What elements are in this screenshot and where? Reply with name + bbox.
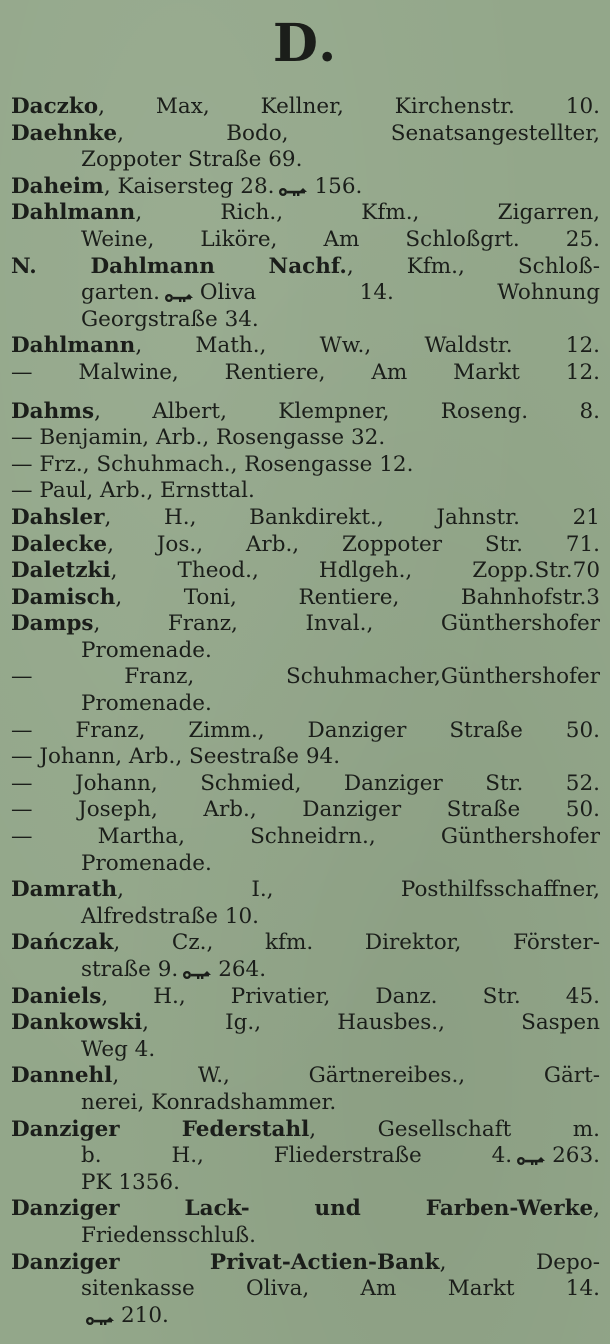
telephone-key-icon	[278, 179, 308, 191]
directory-entry	[11, 94, 600, 121]
entry-line	[11, 771, 600, 798]
entry-text: , Theod., Hdlgeh., Zopp.Str.70	[110, 558, 600, 584]
entry-text: — Franz, Schuhmacher,Günthershofer	[11, 664, 600, 690]
entry-text: Georgstraße 34.	[81, 306, 259, 332]
telephone-key-icon	[85, 1308, 115, 1320]
entry-line	[11, 877, 600, 904]
directory-entry	[11, 174, 600, 201]
directory-entry	[11, 1010, 600, 1063]
entry-text: — Johann, Arb., Seestraße 94.	[11, 744, 341, 770]
directory-entry	[11, 930, 600, 983]
entry-line	[11, 1117, 600, 1144]
entry-line	[11, 984, 600, 1011]
entry-line	[11, 797, 600, 824]
entry-line	[11, 1063, 600, 1090]
directory-entry	[11, 532, 600, 559]
directory-entry	[11, 877, 600, 930]
entry-text: , Albert, Klempner, Roseng. 8.	[94, 398, 600, 424]
entry-name: N. Dahlmann Nachf.	[11, 253, 347, 279]
entry-text: , Jos., Arb., Zoppoter Str. 71.	[107, 531, 600, 557]
entry-text: , Rich., Kfm., Zigarren,	[135, 200, 600, 226]
phone-number: Oliva 14. Wohnung	[199, 280, 600, 306]
entry-name: Dahms	[11, 398, 95, 424]
entry-line	[11, 227, 600, 254]
entry-name: Dahlmann	[11, 200, 136, 226]
entry-text: — Frz., Schuhmach., Rosengasse 12.	[11, 451, 414, 477]
entry-line	[11, 174, 600, 201]
entry-name: Danziger Lack- und Farben-Werke	[11, 1196, 594, 1222]
directory-entry	[11, 333, 600, 386]
entry-line	[11, 1276, 600, 1303]
entry-text: , Cz., kfm. Direktor, Förster-	[113, 930, 600, 956]
entry-line	[11, 1143, 600, 1170]
phone-number: 156.	[314, 173, 363, 199]
entry-line	[11, 1090, 600, 1117]
entry-text: — Paul, Arb., Ernsttal.	[11, 478, 255, 504]
entry-line	[11, 558, 600, 585]
entry-name: Dańczak	[11, 930, 114, 956]
entry-text: — Malwine, Rentiere, Am Markt 12.	[11, 359, 600, 385]
entry-name: Dahlmann	[11, 333, 136, 359]
entry-line	[11, 1196, 600, 1223]
phone-number: 263.	[552, 1143, 600, 1169]
entry-line	[11, 147, 600, 174]
entry-text: b. H., Fliederstraße 4.	[81, 1143, 513, 1169]
telephone-key-icon	[164, 285, 194, 297]
telephone-key-icon	[182, 962, 212, 974]
entry-line	[11, 399, 600, 426]
entry-line	[11, 360, 600, 387]
directory-entry	[11, 254, 600, 334]
entry-line	[11, 824, 600, 851]
entry-text: , H., Privatier, Danz. Str. 45.	[101, 983, 600, 1009]
section-letter-heading: D.	[272, 13, 339, 74]
entry-text: Friedensschluß.	[81, 1222, 257, 1248]
entry-text: — Joseph, Arb., Danziger Straße 50.	[11, 797, 600, 823]
entry-text: nerei, Konradshammer.	[81, 1089, 337, 1115]
entry-text: garten.	[81, 280, 160, 306]
entry-line	[11, 1223, 600, 1250]
directory-entry	[11, 121, 600, 174]
entry-line	[11, 1010, 600, 1037]
entry-text: , Math., Ww., Waldstr. 12.	[135, 333, 600, 359]
entry-line	[11, 94, 600, 121]
entry-line	[11, 1037, 600, 1064]
directory-entries	[11, 94, 600, 1329]
phone-number: 210.	[121, 1302, 169, 1328]
entry-text: PK 1356.	[81, 1169, 180, 1195]
entry-line	[11, 200, 600, 227]
entry-line	[11, 718, 600, 745]
entry-text: , Max, Kellner, Kirchenstr. 10.	[98, 94, 600, 119]
entry-text: , I., Posthilfsschaffner,	[117, 877, 600, 903]
entry-name: Daletzki	[11, 558, 111, 584]
directory-entry	[11, 505, 600, 532]
entry-text: Promenade.	[81, 691, 212, 717]
entry-text: Promenade.	[81, 850, 212, 876]
entry-text: , Kfm., Schloß-	[346, 253, 600, 279]
entry-text: ,	[593, 1196, 600, 1222]
directory-entry	[11, 558, 600, 585]
directory-entry	[11, 718, 600, 878]
entry-text: , Toni, Rentiere, Bahnhofstr.3	[115, 584, 600, 610]
entry-text: Weine, Liköre, Am Schloßgrt. 25.	[81, 226, 600, 252]
entry-name: Dankowski	[11, 1010, 143, 1036]
entry-text: , Depo-	[439, 1249, 600, 1275]
phone-number: 264.	[218, 957, 267, 982]
entry-name: Damps	[11, 611, 94, 637]
entry-name: Dannehl	[11, 1063, 113, 1089]
entry-name: Daniels	[11, 983, 102, 1009]
directory-entry	[11, 399, 600, 505]
entry-text: , Franz, Inval., Günthershofer	[93, 611, 600, 637]
entry-text: , W., Gärtnereibes., Gärt-	[112, 1063, 600, 1089]
entry-line	[11, 254, 600, 281]
directory-entry	[11, 1196, 600, 1249]
entry-name: Daczko	[11, 94, 99, 119]
entry-line	[11, 664, 600, 691]
entry-name: Daehnke	[11, 120, 118, 146]
entry-line	[11, 585, 600, 612]
entry-text: , Kaisersteg 28.	[103, 173, 275, 199]
directory-entry	[11, 984, 600, 1011]
entry-line	[11, 307, 600, 334]
entry-text: — Johann, Schmied, Danziger Str. 52.	[11, 770, 600, 796]
entry-line	[11, 505, 600, 532]
entry-text: sitenkasse Oliva, Am Markt 14.	[81, 1276, 600, 1302]
entry-line	[11, 425, 600, 452]
entry-text: — Martha, Schneidrn., Günthershofer	[11, 824, 600, 850]
entry-text: — Benjamin, Arb., Rosengasse 32.	[11, 425, 386, 451]
entry-name: Daheim	[11, 173, 104, 199]
entry-line	[11, 611, 600, 638]
entry-line	[11, 851, 600, 878]
directory-entry	[11, 611, 600, 664]
directory-entry	[11, 200, 600, 253]
entry-name: Danziger Privat-Actien-Bank	[11, 1249, 440, 1275]
directory-entry	[11, 585, 600, 612]
entry-name: Damrath	[11, 877, 118, 903]
entry-line	[11, 333, 600, 360]
directory-entry	[11, 1117, 600, 1197]
entry-text: straße 9.	[81, 957, 179, 982]
entry-text: Weg 4.	[81, 1036, 156, 1062]
entry-line	[11, 1250, 600, 1277]
entry-line	[11, 280, 600, 307]
entry-line	[11, 691, 600, 718]
entry-line	[11, 957, 600, 984]
telephone-key-icon	[516, 1148, 546, 1160]
entry-line	[11, 452, 600, 479]
directory-entry	[11, 1063, 600, 1116]
entry-line	[11, 1303, 600, 1330]
entry-text: , Bodo, Senatsangestellter,	[117, 120, 600, 146]
entry-text: Zoppoter Straße 69.	[81, 147, 303, 173]
entry-line	[11, 930, 600, 957]
entry-line	[11, 744, 600, 771]
entry-line	[11, 532, 600, 559]
entry-name: Danziger Federstahl	[11, 1116, 310, 1142]
entry-name: Dalecke	[11, 531, 108, 557]
entry-line	[11, 121, 600, 148]
entry-gap	[11, 387, 600, 399]
entry-line	[11, 1170, 600, 1197]
entry-name: Dahsler	[11, 504, 105, 530]
entry-text: , Gesellschaft m.	[309, 1116, 600, 1142]
directory-entry	[11, 664, 600, 717]
entry-text: , Ig., Hausbes., Saspen	[142, 1010, 600, 1036]
entry-text: , H., Bankdirekt., Jahnstr. 21	[104, 504, 600, 530]
entry-line	[11, 904, 600, 931]
entry-text: Promenade.	[81, 637, 212, 663]
entry-text: Alfredstraße 10.	[81, 903, 260, 929]
entry-text: — Franz, Zimm., Danziger Straße 50.	[11, 717, 600, 743]
directory-entry	[11, 1250, 600, 1330]
entry-line	[11, 638, 600, 665]
entry-name: Damisch	[11, 584, 116, 610]
entry-line	[11, 478, 600, 505]
